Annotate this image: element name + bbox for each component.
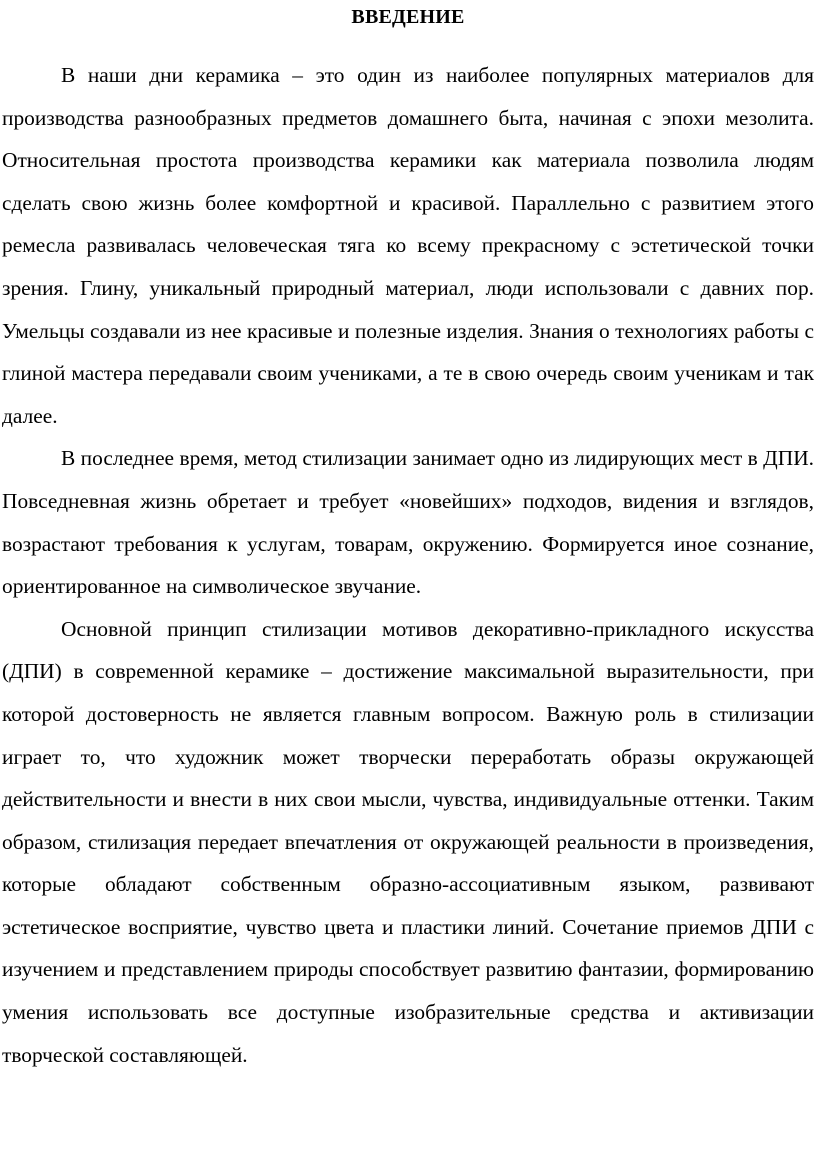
paragraph-3: Основной принцип стилизации мотивов декоративно-прикладного искусства (ДПИ) в современной керамике – достижение максимальной выразительности, при которой достоверность не является главным вопросом. Важную роль в стилизации играет то, что художник может творчески переработать образы окружающей действительности и внести в них свои мысли, чувства, индивидуальные оттенки. Таким образом, стилизация передает впечатления от окружающей реальности в произведения, которые обладают собственным образно-ассоциативным языком, развивают эстетическое восприятие, чувство цвета и пластики линий. Сочетание приемов ДПИ с изучением и представлением природы способствует развитию фантазии, формированию умения использовать все доступные изобразительные средства и активизации творческой составляющей. xyxy=(2,616,814,1067)
paragraph-1: В наши дни керамика – это один из наиболее популярных материалов для производства разнообразных предметов домашнего быта, начиная с эпохи мезолита. Относительная простота производства керамики как материала позволила людям сделать свою жизнь более комфортной и красивой. Параллельно с развитием этого ремесла развивалась человеческая тяга ко всему прекрасному с эстетической точки зрения. Глину, уникальный природный материал, люди использовали с давних пор. Умельцы создавали из нее красивые и полезные изделия. Знания о технологиях работы с глиной мастера передавали своим учениками, а те в свою очередь своим ученикам и так далее. xyxy=(2,63,814,428)
section-title: ВВЕДЕНИЕ xyxy=(351,6,465,28)
paragraph-2: В последнее время, метод стилизации занимает одно из лидирующих мест в ДПИ. Повседневная жизнь обретает и требует «новейших» подходов, видения и взглядов, возрастают требования к услугам, товарам, окружению. Формируется иное сознание, ориентированное на символическое звучание. xyxy=(2,446,814,599)
